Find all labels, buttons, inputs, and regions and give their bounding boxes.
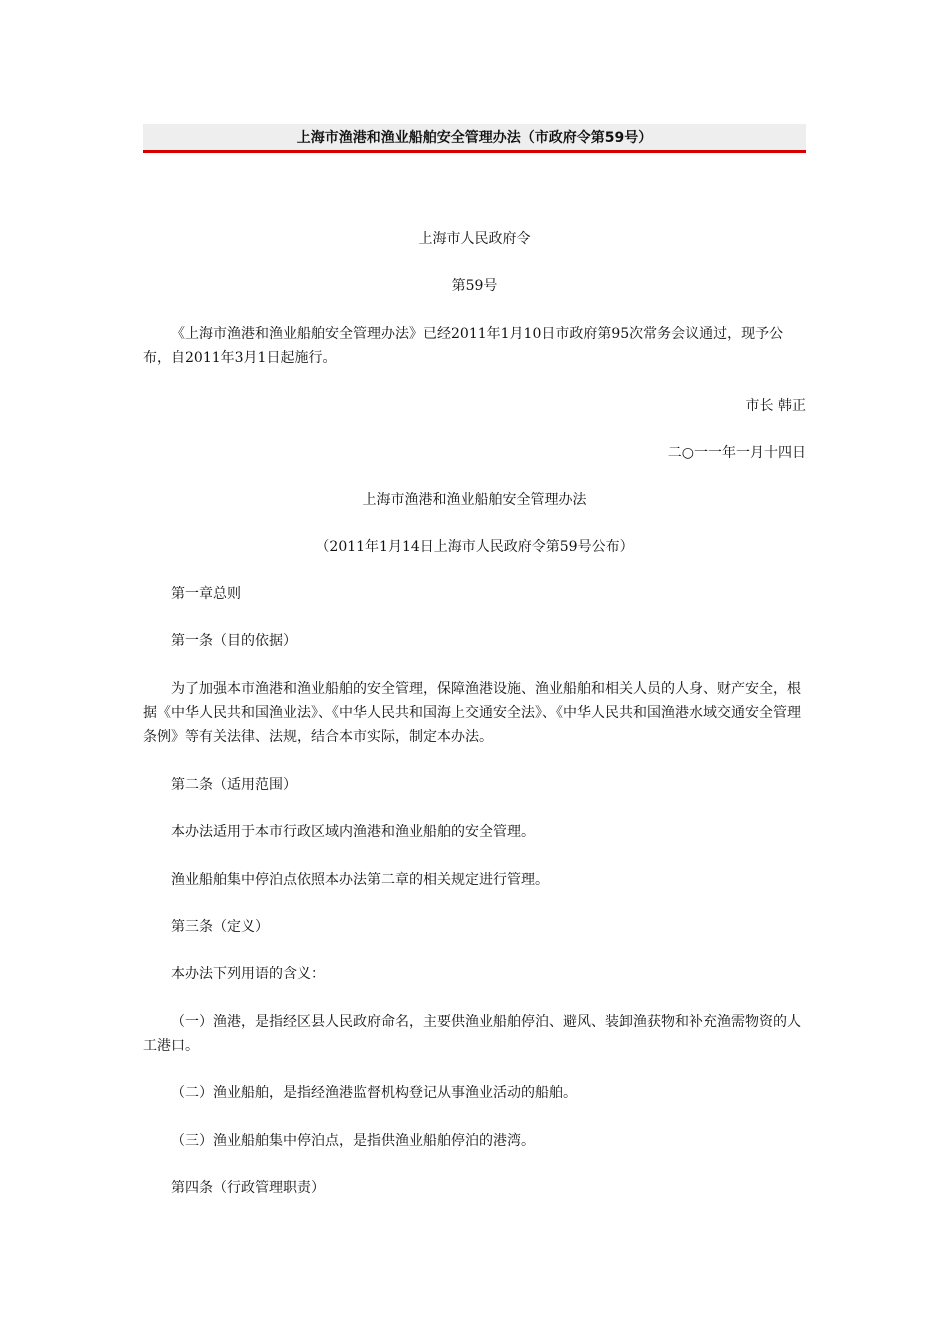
page-title: 上海市渔港和渔业船舶安全管理办法（市政府令第59号） bbox=[296, 130, 653, 146]
decree-announcement: 《上海市渔港和渔业船舶安全管理办法》已经2011年1月10日市政府第95次常务会议通过，现予公布，自2011年3月1日起施行。 bbox=[143, 326, 784, 366]
decree-signatory: 市长 韩正 bbox=[745, 398, 806, 414]
article-2-text-1: 本办法适用于本市行政区域内渔港和渔业船舶的安全管理。 bbox=[171, 824, 535, 840]
article-4-heading: 第四条（行政管理职责） bbox=[171, 1180, 325, 1196]
regulation-title: 上海市渔港和渔业船舶安全管理办法 bbox=[362, 492, 587, 508]
article-3-item-3: （三）渔业船舶集中停泊点，是指供渔业船舶停泊的港湾。 bbox=[171, 1133, 535, 1149]
article-2-text-2: 渔业船舶集中停泊点依照本办法第二章的相关规定进行管理。 bbox=[171, 872, 549, 888]
chapter-heading: 第一章总则 bbox=[171, 586, 241, 602]
article-3-intro: 本办法下列用语的含义： bbox=[171, 966, 325, 982]
article-3-item-2: （二）渔业船舶，是指经渔港监督机构登记从事渔业活动的船舶。 bbox=[171, 1085, 577, 1101]
article-1-text: 为了加强本市渔港和渔业船舶的安全管理，保障渔港设施、渔业船舶和相关人员的人身、财产安全，根据《中华人民共和国渔业法》、《中华人民共和国海上交通安全法》、《中华人民共和国渔港水域交通安全管理条例》等有关法律、法规，结合本市实际，制定本办法。 bbox=[143, 681, 801, 745]
article-2-heading: 第二条（适用范围） bbox=[171, 777, 297, 793]
regulation-subtitle: （2011年1月14日上海市人民政府令第59号公布） bbox=[315, 539, 634, 555]
decree-number: 第59号 bbox=[451, 278, 498, 294]
article-1-heading: 第一条（目的依据） bbox=[171, 633, 297, 649]
decree-issuer: 上海市人民政府令 bbox=[418, 231, 531, 247]
article-3-item-1: （一）渔港，是指经区县人民政府命名，主要供渔业船舶停泊、避风、装卸渔获物和补充渔需物资的人工港口。 bbox=[143, 1014, 801, 1054]
page-title-bar bbox=[143, 124, 806, 153]
decree-date: 二○一一年一月十四日 bbox=[667, 445, 806, 461]
article-3-heading: 第三条（定义） bbox=[171, 919, 269, 935]
